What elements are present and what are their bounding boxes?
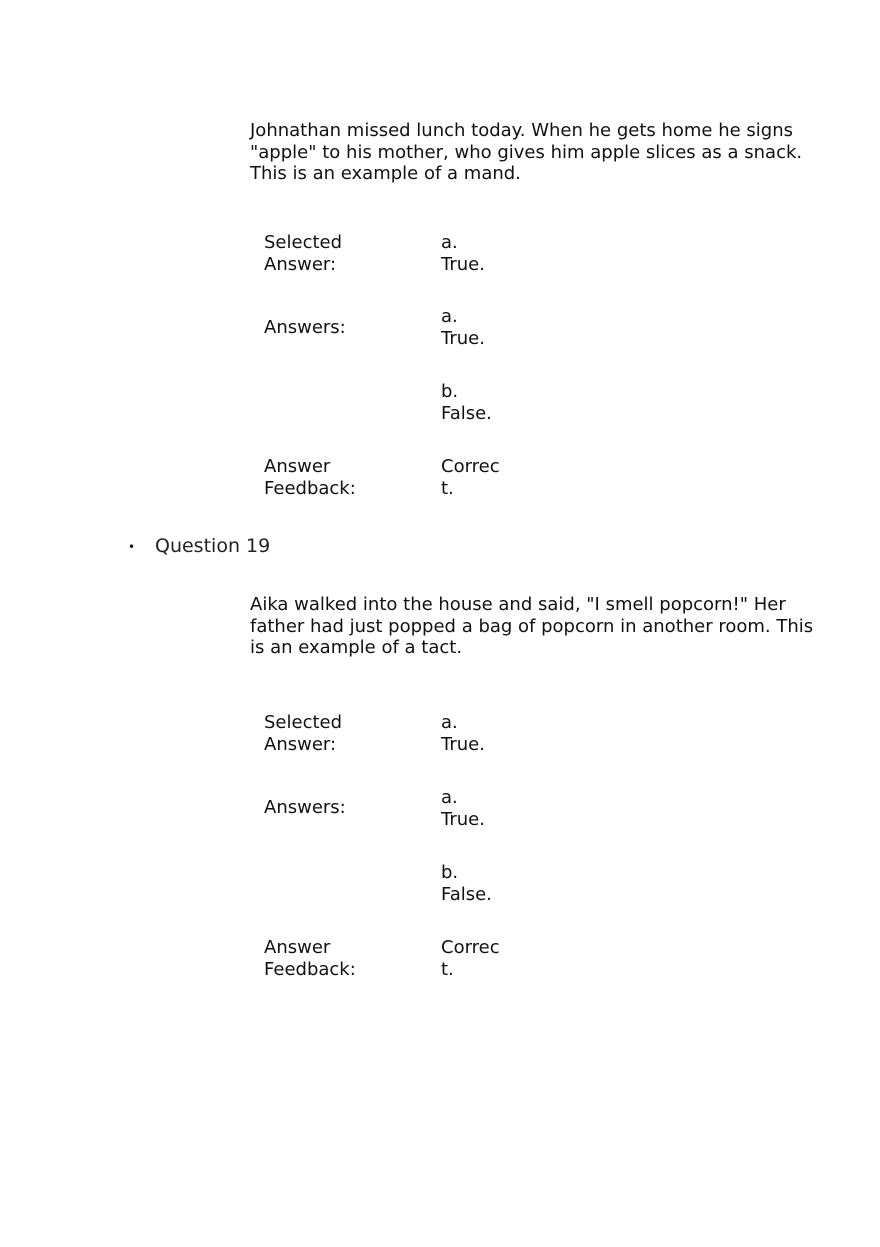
selected-answer-value: a. True. — [441, 232, 485, 275]
question-bullet: • — [128, 540, 136, 554]
answer-option-b: b. False. — [441, 381, 492, 424]
question-18-text: Johnathan missed lunch today. When he gets home he signs "apple" to his mother, who gives him apple slices as a snack. This is an example of a mand. — [250, 120, 803, 184]
question-19-title: Question 19 — [155, 535, 271, 557]
answer-option-a: a. True. — [441, 306, 485, 349]
selected-answer-label: Selected Answer: — [264, 232, 343, 275]
answer-feedback-label: Answer Feedback: — [264, 456, 356, 499]
answer-option-a: a. True. — [441, 787, 485, 830]
question-19-text: Aika walked into the house and said, "I smell popcorn!" Her father had just popped a bag of popcorn in another room. This is an example of a tact. — [250, 594, 814, 658]
answer-feedback-value: Correc t. — [441, 937, 500, 980]
answer-option-b: b. False. — [441, 862, 492, 905]
answers-label: Answers: — [264, 317, 346, 338]
selected-answer-value: a. True. — [441, 712, 485, 755]
answers-label: Answers: — [264, 797, 346, 818]
selected-answer-label: Selected Answer: — [264, 712, 343, 755]
answer-feedback-value: Correc t. — [441, 456, 500, 499]
answer-feedback-label: Answer Feedback: — [264, 937, 356, 980]
